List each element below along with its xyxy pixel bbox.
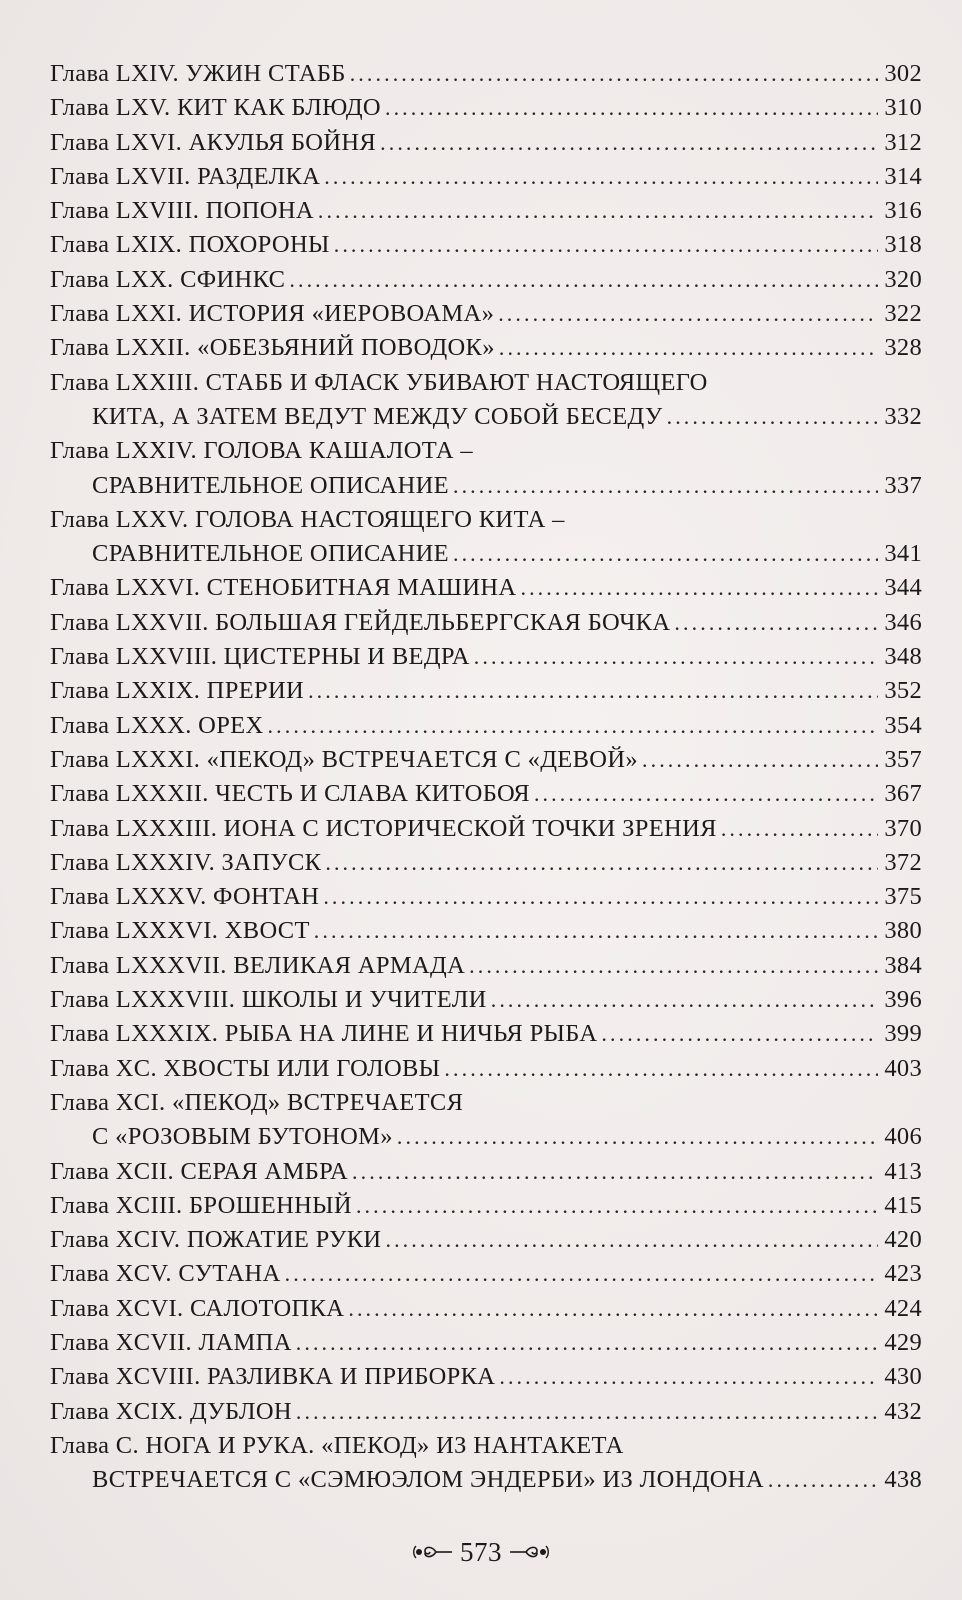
toc-entry-title: Глава LXVIII. ПОПОНА	[50, 197, 314, 225]
toc-entry-title: Глава LXXXII. ЧЕСТЬ И СЛАВА КИТОБОЯ	[50, 780, 530, 808]
toc-entry	[50, 949, 922, 983]
toc-entry-title-line	[50, 1326, 922, 1360]
toc-entry	[50, 228, 922, 262]
dot-leader	[324, 160, 878, 194]
toc-page-number: 424	[884, 1294, 922, 1322]
toc-entry-title-line	[50, 503, 922, 537]
toc-entry	[50, 160, 922, 194]
toc-entry-title-line	[50, 1429, 922, 1463]
dot-leader	[348, 1292, 878, 1326]
toc-entry	[50, 1429, 922, 1498]
dot-leader	[296, 1395, 878, 1429]
toc-page-number: 328	[884, 334, 922, 362]
dot-leader	[352, 1155, 878, 1189]
toc-entry-title: Глава XCIX. ДУБЛОН	[50, 1397, 292, 1425]
toc-entry	[50, 1292, 922, 1326]
toc-page-number: 396	[884, 986, 922, 1014]
toc-entry-title: Глава LXXXVI. ХВОСТ	[50, 917, 310, 945]
toc-entry-title-line	[50, 297, 922, 331]
toc-page-number: 354	[884, 711, 922, 739]
toc-entry-title: Глава LXXXVII. ВЕЛИКАЯ АРМАДА	[50, 951, 466, 979]
dot-leader	[444, 1052, 878, 1086]
toc-entry-title: Глава XC. ХВОСТЫ ИЛИ ГОЛОВЫ	[50, 1054, 441, 1082]
toc-entry	[50, 1052, 922, 1086]
toc-page-number: 413	[884, 1157, 922, 1185]
toc-page-number: 399	[884, 1020, 922, 1048]
toc-entry	[50, 640, 922, 674]
toc-page-number: 314	[884, 162, 922, 190]
dot-leader	[350, 57, 879, 91]
toc-entry-title-line	[50, 1189, 922, 1223]
toc-page-number: 370	[884, 814, 922, 842]
toc-entry-title: ВСТРЕЧАЕТСЯ С «СЭМЮЭЛОМ ЭНДЕРБИ» ИЗ ЛОНДОНА	[92, 1466, 764, 1494]
toc-entry	[50, 914, 922, 948]
dot-leader	[469, 949, 878, 983]
toc-page-number: 372	[884, 848, 922, 876]
toc-page-number: 406	[884, 1123, 922, 1151]
toc-entry-title: Глава XCIII. БРОШЕННЫЙ	[50, 1191, 352, 1219]
toc-entry	[50, 743, 922, 777]
toc-entry-title-line	[50, 160, 922, 194]
toc-page-number: 380	[884, 917, 922, 945]
toc-entry-title: Глава LXVI. АКУЛЬЯ БОЙНЯ	[50, 128, 377, 156]
toc-entry	[50, 366, 922, 435]
dot-leader	[499, 1360, 878, 1394]
dot-leader	[474, 640, 879, 674]
toc-entry-title: Глава XCII. СЕРАЯ АМБРА	[50, 1157, 349, 1185]
toc-entry-title: Глава LXXXIV. ЗАПУСК	[50, 848, 322, 876]
dot-leader	[721, 812, 879, 846]
toc-entry-title: Глава LXX. СФИНКС	[50, 265, 286, 293]
toc-entry-title: Глава LXXVII. БОЛЬШАЯ ГЕЙДЕЛЬБЕРГСКАЯ БОЧКА	[50, 608, 671, 636]
toc-entry-title: Глава XCVII. ЛАМПА	[50, 1328, 292, 1356]
toc-entry-title-line	[50, 777, 922, 811]
toc-entry-title-line	[50, 228, 922, 262]
toc-entry-title-line	[50, 880, 922, 914]
dot-leader	[768, 1463, 878, 1497]
toc-entry-title: Глава LXXXI. «ПЕКОД» ВСТРЕЧАЕТСЯ С «ДЕВОЙ»	[50, 745, 638, 773]
toc-entry-title: Глава LXIV. УЖИН СТАББ	[50, 60, 346, 87]
toc-entry-title-line	[50, 1360, 922, 1394]
dot-leader	[674, 606, 878, 640]
toc-entry-title: Глава LXIX. ПОХОРОНЫ	[50, 231, 330, 259]
toc-page-number: 420	[884, 1226, 922, 1254]
toc-entry	[50, 777, 922, 811]
toc-page-number: 403	[884, 1054, 922, 1082]
toc-entry-title-line	[50, 91, 922, 125]
toc-entry-title-line	[50, 1017, 922, 1051]
page-number: 573	[460, 1536, 502, 1567]
toc-page-number: 367	[884, 780, 922, 808]
toc-page-number: 310	[884, 94, 922, 122]
dot-leader	[285, 1257, 879, 1291]
toc-entry-title: Глава LXXX. ОРЕХ	[50, 711, 264, 739]
toc-entry-title: С «РОЗОВЫМ БУТОНОМ»	[92, 1123, 393, 1151]
toc-entry-title: Глава XCVIII. РАЗЛИВКА И ПРИБОРКА	[50, 1363, 496, 1391]
toc-entry-title: Глава XCI. «ПЕКОД» ВСТРЕЧАЕТСЯ	[50, 1088, 464, 1116]
dot-leader	[380, 126, 878, 160]
toc-entry	[50, 194, 922, 228]
dot-leader	[323, 880, 878, 914]
scroll-ornament-icon	[508, 1540, 550, 1564]
toc-entry-title-line	[50, 949, 922, 983]
toc-entry-title: Глава LXXII. «ОБЕЗЬЯНИЙ ПОВОДОК»	[50, 334, 495, 362]
toc-entry	[50, 434, 922, 503]
toc-entry-title: Глава LXXIII. СТАББ И ФЛАСК УБИВАЮТ НАСТОЯЩЕГО	[50, 368, 708, 396]
toc-entry-title: Глава LXXIV. ГОЛОВА КАШАЛОТА –	[50, 437, 473, 465]
dot-leader	[499, 331, 879, 365]
toc-entry	[50, 1017, 922, 1051]
dot-leader	[520, 571, 878, 605]
toc-page-number: 357	[884, 745, 922, 773]
toc-page-number: 344	[884, 574, 922, 602]
toc-entry-title-line	[50, 983, 922, 1017]
toc-page-number: 438	[884, 1466, 922, 1494]
toc-entry-title: Глава LXXIX. ПРЕРИИ	[50, 677, 305, 705]
toc-entry-title-line	[50, 1223, 922, 1257]
toc-page-number: 429	[884, 1328, 922, 1356]
toc-page-number: 423	[884, 1260, 922, 1288]
page-footer	[0, 1532, 962, 1572]
toc-entry	[50, 1326, 922, 1360]
table-of-contents	[50, 57, 922, 1497]
toc-entry-title: СРАВНИТЕЛЬНОЕ ОПИСАНИЕ	[92, 471, 449, 499]
toc-entry-continuation-line	[50, 1463, 922, 1497]
dot-leader	[642, 743, 878, 777]
dot-leader	[491, 983, 879, 1017]
dot-leader	[667, 400, 879, 434]
dot-leader	[453, 469, 878, 503]
toc-entry-title-line	[50, 674, 922, 708]
toc-entry-title-line	[50, 1155, 922, 1189]
toc-page-number: 316	[884, 197, 922, 225]
toc-entry-title-line	[50, 1292, 922, 1326]
toc-page-number: 384	[884, 951, 922, 979]
toc-page-number: 322	[884, 300, 922, 328]
toc-entry-title: Глава LXXXIII. ИОНА С ИСТОРИЧЕСКОЙ ТОЧКИ ЗРЕНИЯ	[50, 814, 717, 842]
toc-entry	[50, 126, 922, 160]
toc-entry-title-line	[50, 263, 922, 297]
toc-entry-title: КИТА, А ЗАТЕМ ВЕДУТ МЕЖДУ СОБОЙ БЕСЕДУ	[92, 402, 663, 430]
toc-entry-title-line	[50, 846, 922, 880]
toc-entry-title-line	[50, 709, 922, 743]
toc-entry-title: Глава LXXV. ГОЛОВА НАСТОЯЩЕГО КИТА –	[50, 505, 565, 533]
dot-leader	[534, 777, 878, 811]
toc-entry	[50, 606, 922, 640]
toc-entry-title-line	[50, 640, 922, 674]
toc-entry-title: Глава C. НОГА И РУКА. «ПЕКОД» ИЗ НАНТАКЕТА	[50, 1431, 624, 1459]
dot-leader	[385, 91, 878, 125]
toc-entry-title-line	[50, 366, 922, 400]
dot-leader	[314, 914, 879, 948]
toc-entry-title-line	[50, 606, 922, 640]
toc-page-number: 302	[884, 60, 922, 87]
toc-entry	[50, 846, 922, 880]
dot-leader	[289, 263, 878, 297]
toc-entry	[50, 57, 922, 91]
toc-entry-title: Глава LXXVIII. ЦИСТЕРНЫ И ВЕДРА	[50, 643, 470, 671]
dot-leader	[318, 194, 878, 228]
toc-entry-title: Глава XCVI. САЛОТОПКА	[50, 1294, 345, 1322]
dot-leader	[334, 228, 879, 262]
toc-entry	[50, 880, 922, 914]
toc-entry-title-line	[50, 194, 922, 228]
toc-entry-title-line	[50, 571, 922, 605]
toc-entry	[50, 263, 922, 297]
toc-entry-continuation-line	[50, 1120, 922, 1154]
toc-page-number: 320	[884, 265, 922, 293]
toc-page-number: 352	[884, 677, 922, 705]
toc-entry-title-line	[50, 1086, 922, 1120]
scroll-ornament-icon	[412, 1540, 454, 1564]
toc-page-number: 375	[884, 883, 922, 911]
dot-leader	[601, 1017, 878, 1051]
toc-page-number: 346	[884, 608, 922, 636]
dot-leader	[498, 297, 878, 331]
toc-entry	[50, 812, 922, 846]
toc-entry	[50, 331, 922, 365]
dot-leader	[325, 846, 878, 880]
toc-entry-title: Глава LXXXIX. РЫБА НА ЛИНЕ И НИЧЬЯ РЫБА	[50, 1020, 598, 1048]
toc-entry	[50, 983, 922, 1017]
toc-entry	[50, 1223, 922, 1257]
dot-leader	[453, 537, 878, 571]
toc-entry-title-line	[50, 1052, 922, 1086]
toc-entry-title-line	[50, 812, 922, 846]
toc-entry-title: Глава LXXXV. ФОНТАН	[50, 883, 320, 911]
toc-entry-title: Глава LXXXVIII. ШКОЛЫ И УЧИТЕЛИ	[50, 986, 487, 1014]
toc-entry-title-line	[50, 914, 922, 948]
dot-leader	[308, 674, 878, 708]
toc-entry	[50, 709, 922, 743]
toc-entry-title-line	[50, 434, 922, 468]
toc-entry-title-line	[50, 331, 922, 365]
toc-entry-continuation-line	[50, 537, 922, 571]
toc-entry	[50, 1086, 922, 1155]
dot-leader	[356, 1189, 878, 1223]
toc-page-number: 415	[884, 1191, 922, 1219]
toc-page-number: 430	[884, 1363, 922, 1391]
toc-entry-title-line	[50, 126, 922, 160]
toc-entry-title-line	[50, 57, 922, 91]
toc-entry	[50, 1189, 922, 1223]
toc-entry	[50, 1360, 922, 1394]
toc-page-number: 348	[884, 643, 922, 671]
dot-leader	[296, 1326, 879, 1360]
dot-leader	[385, 1223, 878, 1257]
toc-entry	[50, 571, 922, 605]
toc-entry	[50, 1257, 922, 1291]
toc-page-number: 337	[884, 471, 922, 499]
toc-entry-title-line	[50, 1395, 922, 1429]
toc-entry-title-line	[50, 743, 922, 777]
toc-entry-title: Глава LXV. КИТ КАК БЛЮДО	[50, 94, 381, 122]
dot-leader	[397, 1120, 878, 1154]
toc-entry	[50, 674, 922, 708]
toc-entry-title: Глава LXVII. РАЗДЕЛКА	[50, 162, 321, 190]
toc-entry	[50, 1155, 922, 1189]
toc-entry-title: Глава XCIV. ПОЖАТИЕ РУКИ	[50, 1226, 382, 1254]
toc-entry	[50, 1395, 922, 1429]
toc-page-number: 332	[884, 402, 922, 430]
toc-entry-title: Глава XCV. СУТАНА	[50, 1260, 281, 1288]
toc-page-number: 432	[884, 1397, 922, 1425]
toc-page-number: 312	[884, 128, 922, 156]
toc-entry-title-line	[50, 1257, 922, 1291]
toc-entry-continuation-line	[50, 469, 922, 503]
toc-entry-title: Глава LXXI. ИСТОРИЯ «ИЕРОВОАМА»	[50, 300, 495, 328]
toc-entry	[50, 91, 922, 125]
toc-entry-title: Глава LXXVI. СТЕНОБИТНАЯ МАШИНА	[50, 574, 517, 602]
toc-entry-continuation-line	[50, 400, 922, 434]
toc-entry	[50, 297, 922, 331]
toc-page-number: 341	[884, 540, 922, 568]
toc-entry-title: СРАВНИТЕЛЬНОЕ ОПИСАНИЕ	[92, 540, 449, 568]
dot-leader	[268, 709, 879, 743]
toc-page-number: 318	[884, 231, 922, 259]
toc-entry	[50, 503, 922, 572]
